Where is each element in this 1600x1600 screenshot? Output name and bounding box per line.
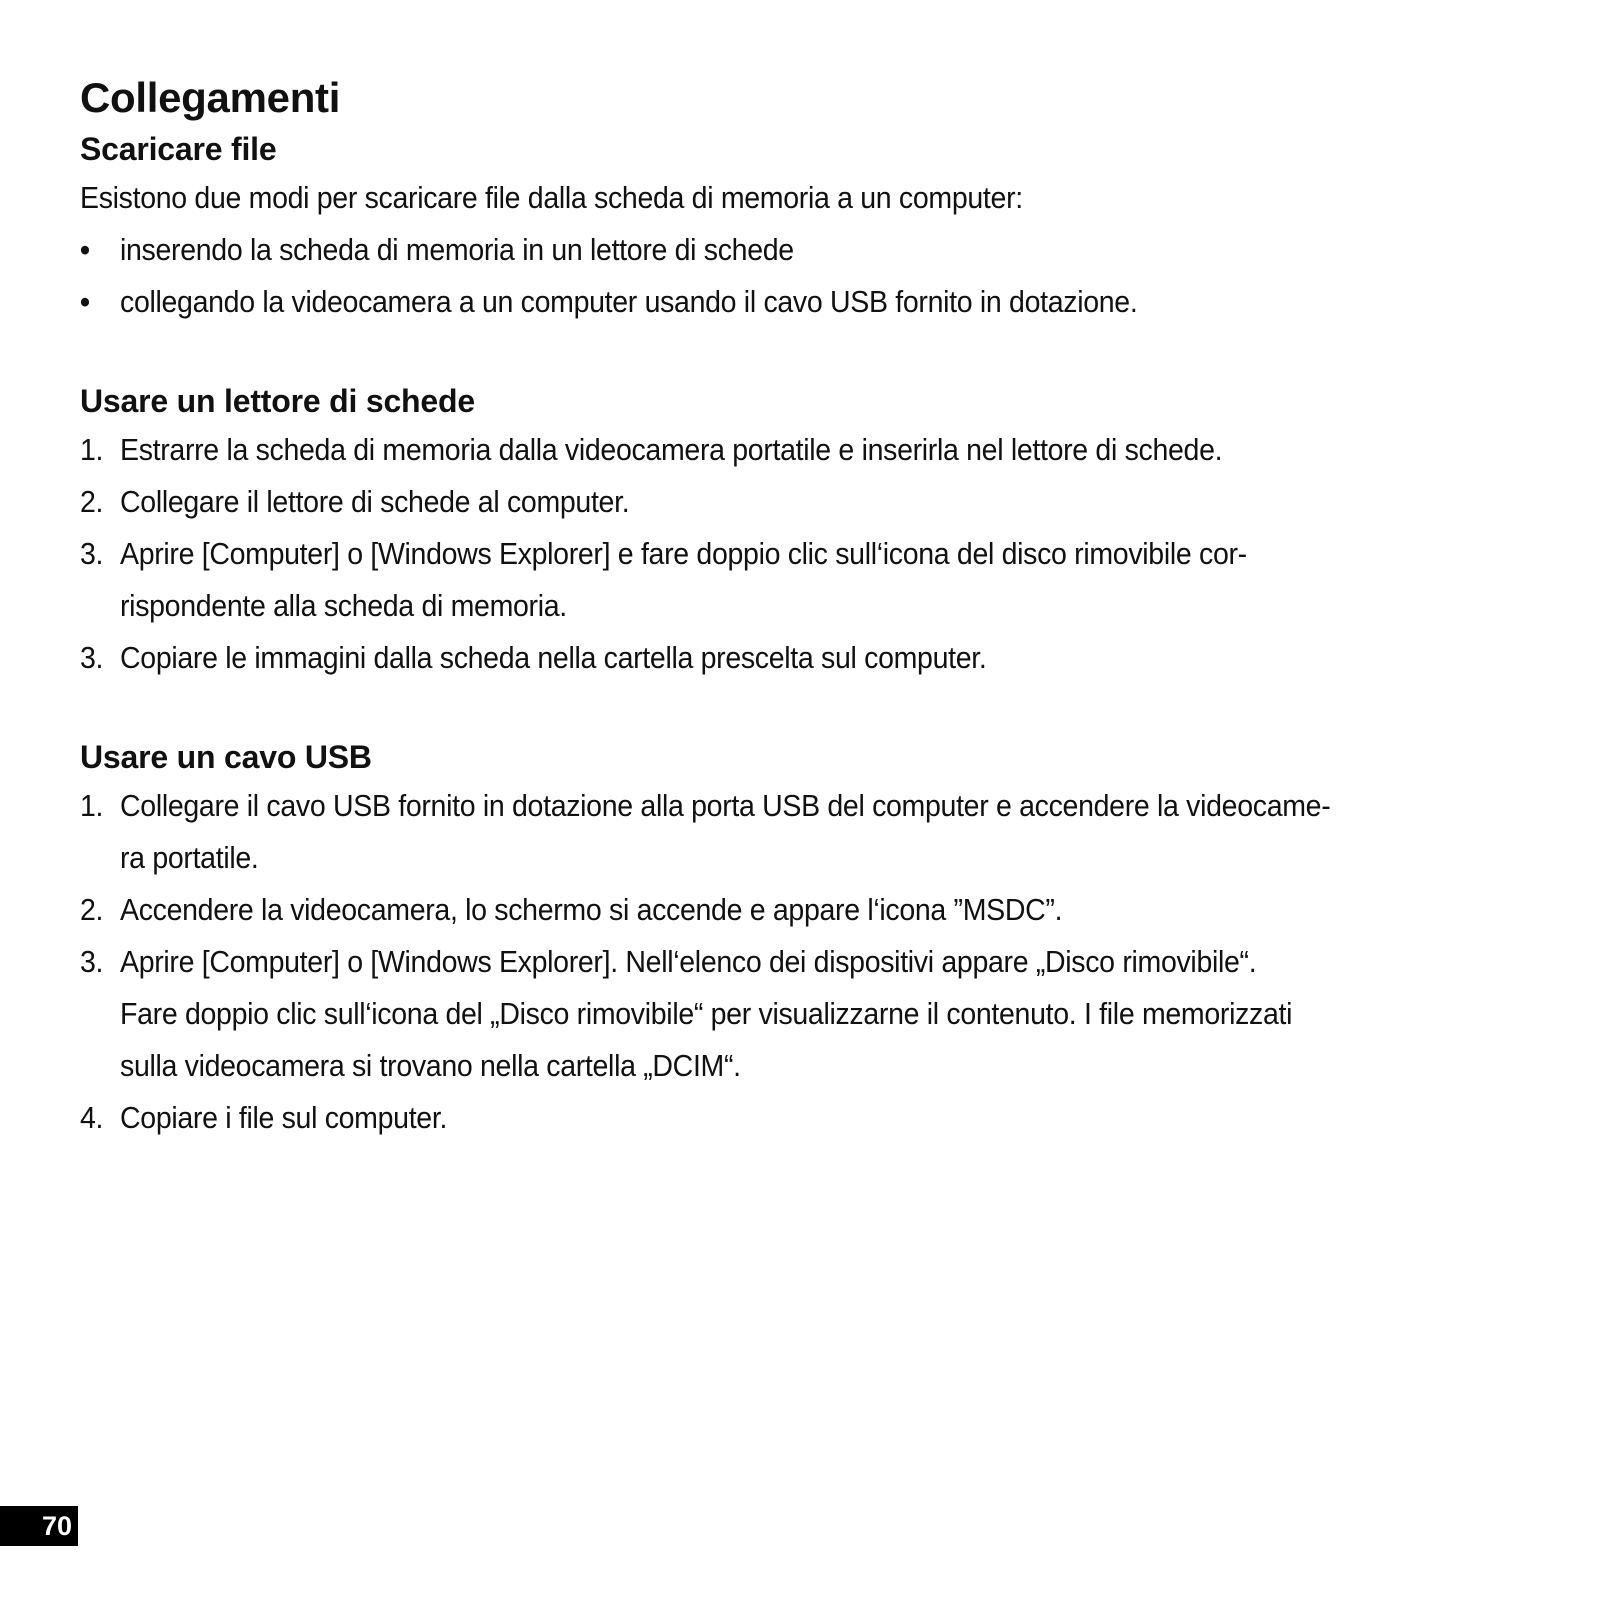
step-number: 3. [80, 640, 104, 675]
list-item-text: collegando la videocamera a un computer usando il cavo USB fornito in dotazione. [120, 284, 1138, 319]
list-item [80, 476, 1520, 528]
step-text-line: Copiare i file sul computer. [120, 1100, 448, 1135]
step-text-line: rispondente alla scheda di memoria. [120, 588, 567, 623]
step-text-line: Accendere la videocamera, lo schermo si accende e appare l‘icona ”MSDC”. [120, 892, 1063, 927]
step-text-line: Aprire [Computer] o [Windows Explorer]. Nell‘elenco dei dispositivi appare „Disco rimovibile“. [120, 944, 1257, 979]
bullet-marker: • [80, 284, 90, 319]
step-number: 3. [80, 536, 104, 571]
list-item [80, 1092, 1520, 1144]
page-title: Collegamenti [80, 74, 341, 121]
list-item [80, 276, 1520, 328]
step-number: 4. [80, 1100, 104, 1135]
usb-steps [80, 780, 1520, 1144]
list-item [80, 780, 1520, 884]
section-spacer [80, 684, 1520, 734]
list-item-text: inserendo la scheda di memoria in un lettore di schede [120, 232, 794, 267]
list-item [80, 632, 1520, 684]
step-text-line: Collegare il lettore di schede al computer. [120, 484, 630, 519]
step-text-line: ra portatile. [120, 840, 259, 875]
list-item [80, 936, 1520, 1092]
step-number: 1. [80, 788, 104, 823]
section-heading-card-reader: Usare un lettore di schede [80, 383, 475, 419]
step-text-line: Estrarre la scheda di memoria dalla videocamera portatile e inserirla nel lettore di schede. [120, 432, 1223, 467]
step-number: 3. [80, 944, 104, 979]
download-intro: Esistono due modi per scaricare file dalla scheda di memoria a un computer: [80, 180, 1023, 215]
list-item [80, 528, 1520, 632]
step-text-line: Fare doppio clic sull‘icona del „Disco rimovibile“ per visualizzarne il contenuto. I file memorizzati [120, 996, 1293, 1031]
step-number: 2. [80, 484, 104, 519]
list-item [80, 884, 1520, 936]
step-text-line: Collegare il cavo USB fornito in dotazione alla porta USB del computer e accendere la videocame- [120, 788, 1331, 823]
card-reader-steps [80, 424, 1520, 684]
list-item [80, 224, 1520, 276]
step-text-line: sulla videocamera si trovano nella cartella „DCIM“. [120, 1048, 741, 1083]
step-number: 1. [80, 432, 104, 467]
page-number-badge: 70 [0, 1506, 78, 1546]
list-item [80, 424, 1520, 476]
bullet-marker: • [80, 232, 90, 267]
step-number: 2. [80, 892, 104, 927]
step-text-line: Copiare le immagini dalla scheda nella cartella prescelta sul computer. [120, 640, 987, 675]
document-page [80, 70, 1520, 1144]
section-heading-usb: Usare un cavo USB [80, 739, 372, 775]
download-bullet-list [80, 224, 1520, 328]
section-heading-download: Scaricare file [80, 131, 277, 167]
section-spacer [80, 328, 1520, 378]
step-text-line: Aprire [Computer] o [Windows Explorer] e fare doppio clic sull‘icona del disco rimovibile cor- [120, 536, 1247, 571]
